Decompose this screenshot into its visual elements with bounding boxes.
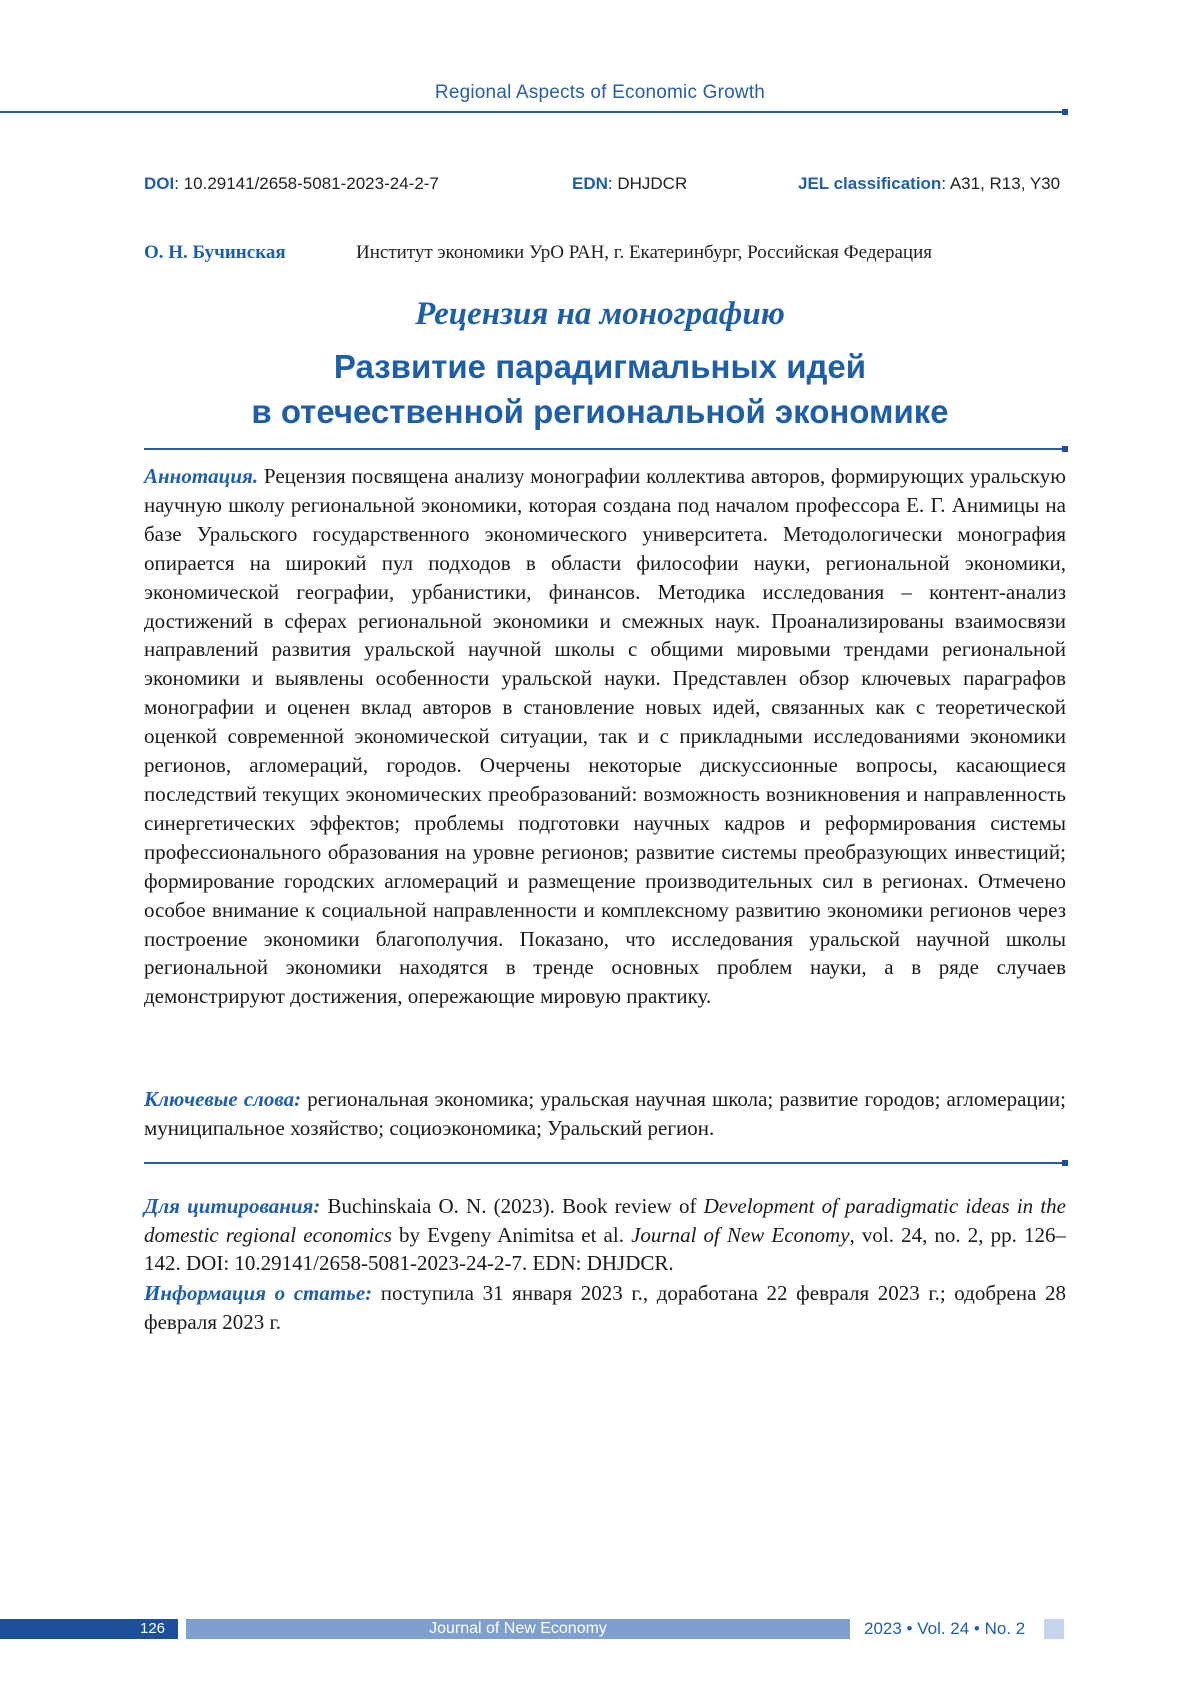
article-info <box>144 1279 1066 1336</box>
title-rule-end <box>1062 446 1068 452</box>
citation-part-3: , vol. 24, no. 2, pp. 126–142. DOI: 10.29141/2658-5081-2023-24-2-7. EDN: DHJDCR. <box>144 1222 1066 1275</box>
keywords-text: региональная экономика; уральская научная школа; развитие городов; агломерации; муниципальное хозяйство; социоэкономика; Уральский регион. <box>144 1087 1066 1140</box>
doi <box>144 174 439 194</box>
citation-journal: Journal of New Economy <box>631 1222 850 1247</box>
header-rule-end <box>1062 109 1068 115</box>
citation-part-2: by Evgeny Animitsa et al. <box>391 1222 632 1247</box>
keywords-rule <box>144 1162 1064 1164</box>
abstract <box>144 462 1066 1011</box>
title-rule <box>144 448 1064 450</box>
citation <box>144 1192 1066 1278</box>
footer-square <box>1044 1619 1064 1639</box>
header-rule <box>0 111 1064 113</box>
doi-value: : 10.29141/2658-5081-2023-24-2-7 <box>174 174 439 193</box>
footer-journal: Journal of New Economy <box>186 1619 850 1639</box>
citation-label: Для цитирования: <box>144 1194 321 1218</box>
abstract-label: Аннотация. <box>144 464 259 488</box>
keywords-label: Ключевые слова: <box>144 1087 302 1111</box>
article-type: Рецензия на монографию <box>415 296 785 332</box>
article-title-line-1: Развитие парадигмальных идей <box>333 348 867 385</box>
edn <box>572 174 687 194</box>
abstract-text: Рецензия посвящена анализу монографии коллектива авторов, формирующих уральскую научную школу региональной экономики, которая создана под началом профессора Е. Г. Анимицы на базе Уральского государственного экономического университета. Методологически монография опирается на широкий пул подходов в области философии науки, региональной экономики, экономической географии, урбанистики, финансов. Методика исследования – контент-анализ достижений в сферах региональной экономики и смежных наук. Проанализированы взаимосвязи направлений развития уральской научной школы с общими мировыми трендами региональной экономики и выявлены особенности уральской науки. Представлен обзор ключевых параграфов монографии и оценен вклад авторов в становление новых идей, связанных как с теоретической оценкой современной экономической ситуации, так и с прикладными исследованиями экономики регионов, агломераций, городов. Очерчены некоторые дискуссионные вопросы, касающиеся последствий текущих экономических преобразований: возможность возникновения и направленность синергетических эффектов; проблемы подготовки научных кадров и реформирования системы профессионального образования на уровне регионов; развитие системы преобразующих инвестиций; формирование городских агломераций и размещение производительных сил в регионах. Отмечено особое внимание к социальной направленности и комплексному развитию экономики регионов через построение экономики благополучия. Показано, что исследования уральской научной школы региональной экономики находятся в тренде основных проблем науки, а в ряде случаев демонстрируют достижения, опережающие мировую практику. <box>144 464 1066 1009</box>
running-head: Regional Aspects of Economic Growth <box>434 82 766 103</box>
keywords-rule-end <box>1062 1160 1068 1166</box>
jel <box>798 174 1060 194</box>
article-info-text: поступила 31 января 2023 г., доработана 22 февраля 2023 г.; одобрена 28 февраля 2023 г. <box>144 1281 1066 1334</box>
edn-value: : DHJDCR <box>607 174 688 193</box>
doi-label: DOI <box>144 174 175 193</box>
jel-label: JEL classification <box>798 174 942 193</box>
jel-value: : A31, R13, Y30 <box>941 174 1061 193</box>
edn-label: EDN <box>572 174 608 193</box>
page-number: 126 <box>140 1620 166 1637</box>
article-title-line-2: в отечественной региональной экономике <box>251 393 949 430</box>
citation-book-title: Development of paradigmatic ideas in the domestic regional economics <box>144 1194 1066 1247</box>
footer-issue: 2023 • Vol. 24 • No. 2 <box>864 1619 1026 1638</box>
citation-part-1: Buchinskaia O. N. (2023). Book review of <box>320 1194 704 1218</box>
author-affiliation: Институт экономики УрО РАН, г. Екатеринбург, Российская Федерация <box>356 242 932 263</box>
author-name: О. Н. Бучинская <box>144 242 286 263</box>
article-info-label: Информация о статье: <box>144 1281 373 1305</box>
keywords <box>144 1085 1066 1143</box>
article-title <box>0 344 1200 434</box>
